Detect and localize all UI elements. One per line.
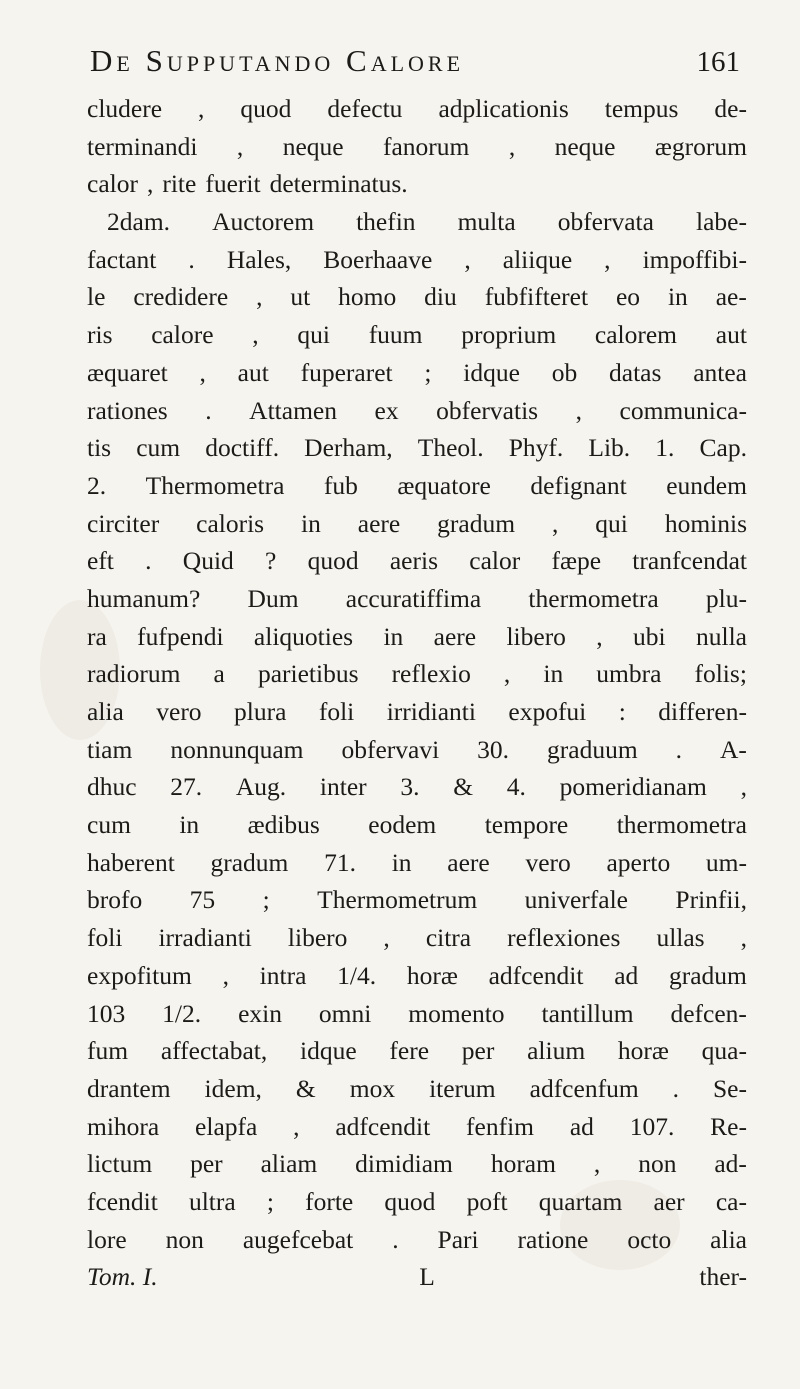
text-line: 103 1/2. exin omni momento tantillum defcen-: [87, 998, 747, 1028]
text-line: ra fufpendi aliquoties in aere libero , ubi nulla: [87, 621, 747, 651]
text-line: ris calore , qui fuum proprium calorem aut: [87, 320, 747, 350]
body-text: [87, 90, 747, 1296]
text-line: fum affectabat, idque fere per alium horæ qua-: [87, 1036, 747, 1066]
signature-mark: L: [419, 1262, 435, 1292]
text-line: le credidere , ut homo diu fubfifteret eo in ae-: [87, 282, 747, 312]
text-line: haberent gradum 71. in aere vero aperto um-: [87, 847, 747, 877]
text-line: cum in ædibus eodem tempore thermometra: [87, 810, 747, 840]
volume-mark: Tom. I.: [87, 1262, 158, 1292]
catchword: ther-: [699, 1262, 747, 1292]
text-line: expofitum , intra 1/4. horæ adfcendit ad gradum: [87, 960, 747, 990]
page-footer: [87, 1258, 747, 1296]
text-line: terminandi , neque fanorum , neque ægrorum: [87, 131, 747, 161]
text-line: 2. Thermometra fub æquatore defignant eundem: [87, 470, 747, 500]
text-line: mihora elapfa , adfcendit fenfim ad 107. Re-: [87, 1111, 747, 1141]
text-line: eft . Quid ? quod aeris calor fæpe tranfcendat: [87, 546, 747, 576]
text-line: brofo 75 ; Thermometrum univerfale Prinfii,: [87, 885, 747, 915]
page-header: [90, 43, 740, 87]
text-line: rationes . Attamen ex obfervatis , communica-: [87, 395, 747, 425]
text-line: circiter caloris in aere gradum , qui hominis: [87, 508, 747, 538]
text-line: cludere , quod defectu adplicationis tempus de-: [87, 94, 747, 123]
text-line: alia vero plura foli irridianti expofui : differen-: [87, 697, 747, 726]
text-line: lore non augefcebat . Pari ratione octo alia: [87, 1224, 747, 1254]
text-line: factant . Hales, Boerhaave , aliique , impoffibi-: [87, 244, 747, 274]
text-line: lictum per aliam dimidiam horam , non ad-: [87, 1149, 747, 1179]
text-line: fcendit ultra ; forte quod poft quartam aer ca-: [87, 1186, 747, 1216]
text-line: æquaret , aut fuperaret ; idque ob datas antea: [87, 357, 747, 387]
text-line: radiorum a parietibus reflexio , in umbra folis;: [87, 659, 747, 689]
text-line: tiam nonnunquam obfervavi 30. graduum . A-: [87, 734, 747, 764]
text-line: foli irradianti libero , citra reflexiones ullas ,: [87, 923, 747, 953]
text-line: humanum? Dum accuratiffima thermometra plu-: [87, 583, 747, 613]
running-head: De Supputando Calore: [90, 43, 465, 78]
text-line: dhuc 27. Aug. inter 3. & 4. pomeridianam ,: [87, 772, 747, 802]
text-line: drantem idem, & mox iterum adfcenfum . Se-: [87, 1073, 747, 1103]
text-line: 2dam. Auctorem thefin multa obfervata labe-: [107, 207, 747, 237]
text-line: calor , rite fuerit determinatus.: [87, 169, 408, 199]
text-line: tis cum doctiff. Derham, Theol. Phyf. Lib. 1. Cap.: [87, 433, 747, 463]
page-number: 161: [696, 46, 740, 78]
